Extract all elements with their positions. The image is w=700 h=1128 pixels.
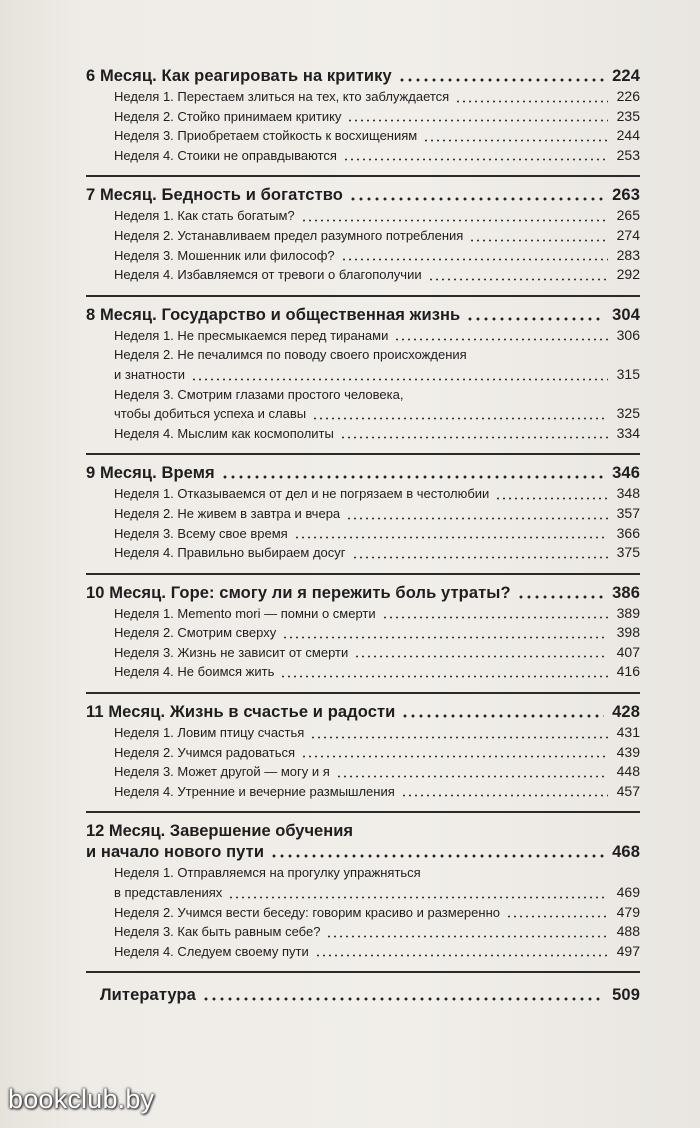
week-page-number: 306 <box>616 326 640 343</box>
month-page-number: 224 <box>612 67 640 85</box>
month-heading[interactable] <box>86 702 640 723</box>
dot-leader <box>423 139 608 142</box>
dot-leader <box>301 219 608 222</box>
week-entry[interactable] <box>114 922 640 942</box>
week-page-number: 457 <box>616 782 640 799</box>
week-title: Неделя 2. Смотрим сверху <box>114 625 277 641</box>
week-title: Неделя 1. Перестаем злиться на тех, кто заблуждается <box>114 89 450 104</box>
week-entry[interactable] <box>114 623 640 643</box>
week-entry[interactable] <box>114 107 640 127</box>
week-entry[interactable] <box>114 87 640 107</box>
week-entry[interactable] <box>114 903 640 923</box>
week-page-number: 253 <box>616 146 640 163</box>
week-title: Неделя 4. Правильно выбираем досуг <box>114 545 346 561</box>
week-title: Неделя 4. Утренние и вечерние размышления <box>114 783 395 799</box>
week-entry[interactable] <box>114 762 640 782</box>
toc-month-12 <box>86 811 640 961</box>
week-entry[interactable] <box>114 326 640 346</box>
week-list <box>114 484 640 562</box>
week-page-number: 398 <box>616 624 640 641</box>
dot-leader <box>202 997 604 1001</box>
week-entry[interactable] <box>114 883 640 903</box>
dot-leader <box>495 497 608 500</box>
week-title: Неделя 2. Не живем в завтра и вчера <box>114 505 341 521</box>
month-heading[interactable] <box>86 185 640 206</box>
dot-leader <box>280 675 608 678</box>
week-list <box>114 863 640 961</box>
month-heading[interactable] <box>86 583 640 604</box>
month-title: 9 Месяц. Время <box>86 464 215 483</box>
dot-leader <box>455 100 608 103</box>
site-watermark: bookclub.by <box>8 1084 155 1114</box>
month-page-number: 468 <box>612 843 640 862</box>
toc-month-8 <box>86 295 640 444</box>
month-page-number: 304 <box>612 305 640 324</box>
week-page-number: 226 <box>616 88 640 104</box>
week-page-number: 315 <box>616 365 640 382</box>
dot-leader <box>401 794 608 797</box>
week-title: Неделя 4. Следуем своему пути <box>114 943 309 959</box>
week-page-number: 431 <box>616 724 640 741</box>
week-title: Неделя 3. Как быть равным себе? <box>114 924 321 940</box>
dot-leader <box>282 636 608 639</box>
week-entry[interactable] <box>114 146 640 166</box>
week-title: Неделя 4. Избавляемся от тревоги о благополучии <box>114 267 422 283</box>
month-title-line: 12 Месяц. Завершение обучения <box>86 822 353 841</box>
week-title: Неделя 2. Учимся вести беседу: говорим красиво и размеренно <box>114 904 500 920</box>
week-page-number: 375 <box>616 544 640 561</box>
month-heading[interactable] <box>86 305 640 326</box>
week-entry[interactable] <box>114 662 640 682</box>
dot-leader <box>301 755 608 758</box>
dot-leader <box>294 536 608 539</box>
dot-leader <box>517 595 604 599</box>
week-list <box>114 723 640 801</box>
dot-leader <box>398 78 604 82</box>
dot-leader <box>352 556 608 559</box>
week-page-number: 348 <box>616 485 640 502</box>
month-heading[interactable] <box>86 66 640 87</box>
week-entry[interactable] <box>114 404 640 424</box>
dot-leader <box>401 714 604 718</box>
dot-leader <box>466 317 604 321</box>
week-title-line: Неделя 1. Отправляемся на прогулку упражняться <box>114 865 421 881</box>
literature-heading[interactable] <box>100 985 640 1006</box>
dot-leader <box>270 854 604 858</box>
week-page-number: 325 <box>616 405 640 422</box>
week-page-number: 244 <box>616 127 640 144</box>
month-title: 7 Месяц. Бедность и богатство <box>86 186 343 205</box>
dot-leader <box>221 475 604 479</box>
month-title: 8 Месяц. Государство и общественная жизнь <box>86 305 461 324</box>
week-title: Неделя 1. Отказываемся от дел и не погрязаем в честолюбии <box>114 486 490 502</box>
week-entry[interactable] <box>114 723 640 743</box>
week-page-number: 265 <box>616 207 640 224</box>
week-entry[interactable] <box>114 126 640 146</box>
week-title: Неделя 3. Всему свое время <box>114 525 288 541</box>
week-title: Неделя 1. Не пресмыкаемся перед тиранами <box>114 327 389 343</box>
dot-leader <box>354 655 608 658</box>
week-entry[interactable] <box>114 942 640 962</box>
dot-leader <box>191 378 608 381</box>
week-entry[interactable] <box>114 424 640 444</box>
month-page-number: 346 <box>612 464 640 483</box>
week-list <box>114 604 640 682</box>
week-entry[interactable] <box>114 265 640 285</box>
week-title: и знатности <box>114 366 186 382</box>
toc-month-10 <box>86 573 640 682</box>
week-page-number: 497 <box>616 942 640 959</box>
month-title: 11 Месяц. Жизнь в счастье и радости <box>86 703 396 722</box>
week-page-number: 407 <box>616 643 640 660</box>
toc-month-7 <box>86 175 640 284</box>
dot-leader <box>382 616 608 619</box>
toc-month-11 <box>86 692 640 801</box>
dot-leader <box>343 158 608 161</box>
week-title: Неделя 1. Ловим птицу счастья <box>114 725 305 741</box>
week-list <box>114 87 640 165</box>
dot-leader <box>228 896 608 899</box>
table-of-contents <box>86 66 640 1006</box>
week-title: Неделя 4. Стоики не оправдываются <box>114 147 337 163</box>
week-page-number: 488 <box>616 923 640 940</box>
dot-leader <box>336 775 608 778</box>
week-title: Неделя 1. Как стать богатым? <box>114 208 295 224</box>
week-list <box>114 206 640 284</box>
month-title: 6 Месяц. Как реагировать на критику <box>86 67 392 85</box>
week-title: в представлениях <box>114 885 223 901</box>
week-entry[interactable] <box>114 365 640 385</box>
week-list <box>114 326 640 444</box>
dot-leader <box>428 278 608 281</box>
week-title-line: Неделя 2. Не печалимся по поводу своего происхождения <box>114 347 467 363</box>
week-title: Неделя 2. Учимся радоваться <box>114 744 296 760</box>
dot-leader <box>341 258 608 261</box>
week-entry[interactable] <box>114 246 640 266</box>
week-entry[interactable] <box>114 206 640 226</box>
toc-literature <box>86 971 640 1006</box>
week-page-number: 235 <box>616 107 640 124</box>
week-entry[interactable] <box>114 743 640 763</box>
week-entry[interactable] <box>114 226 640 246</box>
month-heading[interactable] <box>86 842 640 863</box>
month-page-number: 263 <box>612 186 640 205</box>
week-page-number: 357 <box>616 504 640 521</box>
week-page-number: 283 <box>616 246 640 263</box>
dot-leader <box>315 954 608 957</box>
week-page-number: 389 <box>616 604 640 621</box>
week-title: Неделя 4. Не боимся жить <box>114 664 275 680</box>
week-entry[interactable] <box>114 524 640 544</box>
week-title: Неделя 2. Стойко принимаем критику <box>114 108 342 124</box>
week-title: Неделя 1. Memento mori — помни о смерти <box>114 605 376 621</box>
week-entry[interactable] <box>114 643 640 663</box>
week-entry[interactable] <box>114 604 640 624</box>
month-title: 10 Месяц. Горе: смогу ли я пережить боль утраты? <box>86 583 511 602</box>
week-title: Неделя 4. Мыслим как космополиты <box>114 425 334 441</box>
week-entry[interactable] <box>114 484 640 504</box>
week-title: чтобы добиться успеха и славы <box>114 406 307 422</box>
week-page-number: 334 <box>616 424 640 441</box>
toc-month-6 <box>86 66 640 165</box>
week-title: Неделя 3. Жизнь не зависит от смерти <box>114 644 349 660</box>
literature-title: Литература <box>100 986 196 1005</box>
month-page-number: 428 <box>612 703 640 722</box>
month-page-number: 386 <box>612 583 640 602</box>
literature-page-number: 509 <box>612 986 640 1005</box>
week-page-number: 479 <box>616 903 640 920</box>
week-page-number: 274 <box>616 226 640 243</box>
dot-leader <box>349 197 604 201</box>
dot-leader <box>310 736 608 739</box>
week-page-number: 292 <box>616 266 640 283</box>
week-entry[interactable] <box>114 543 640 563</box>
dot-leader <box>469 239 608 242</box>
dot-leader <box>347 119 608 122</box>
dot-leader <box>340 436 608 439</box>
week-page-number: 469 <box>616 884 640 901</box>
week-title-line: Неделя 3. Смотрим глазами простого человека, <box>114 386 404 402</box>
week-title: Неделя 3. Мошенник или философ? <box>114 247 335 263</box>
week-entry[interactable] <box>114 782 640 802</box>
week-title: Неделя 3. Приобретаем стойкость к восхищениям <box>114 128 418 144</box>
dot-leader <box>346 517 608 520</box>
week-title: Неделя 3. Может другой — могу и я <box>114 764 330 780</box>
dot-leader <box>506 915 608 918</box>
dot-leader <box>312 417 608 420</box>
dot-leader <box>326 935 608 938</box>
month-heading[interactable] <box>86 463 640 484</box>
week-title: Неделя 2. Устанавливаем предел разумного потребления <box>114 227 464 243</box>
week-page-number: 448 <box>616 763 640 780</box>
week-entry[interactable] <box>114 504 640 524</box>
week-page-number: 439 <box>616 743 640 760</box>
week-page-number: 366 <box>616 524 640 541</box>
dot-leader <box>394 338 608 341</box>
week-page-number: 416 <box>616 663 640 680</box>
month-title: и начало нового пути <box>86 843 265 862</box>
toc-month-9 <box>86 453 640 562</box>
